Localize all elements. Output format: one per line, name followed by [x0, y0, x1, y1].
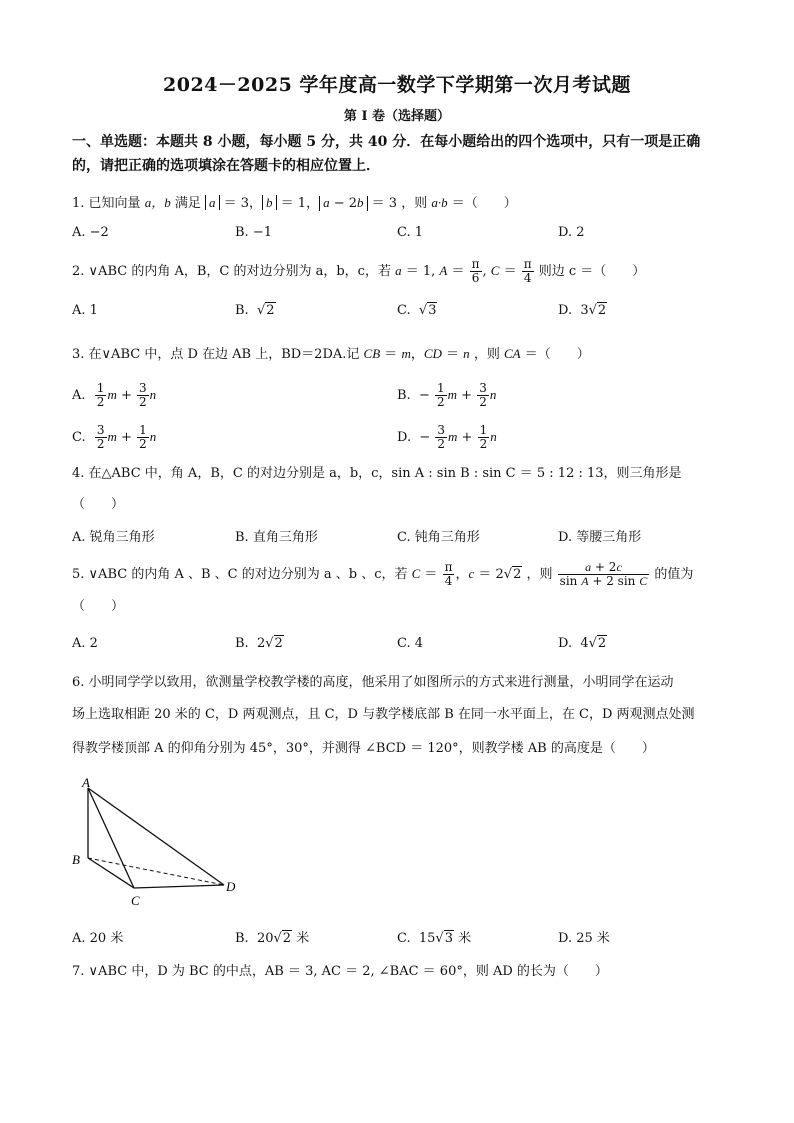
exam-subtitle: 第 I 卷（选择题）: [343, 109, 451, 124]
question-4: [72, 463, 732, 485]
q1-option-b[interactable]: B. −1: [235, 225, 272, 240]
label-a: A: [82, 775, 90, 790]
q5-end: 的值为: [654, 567, 694, 582]
q3-vectors: CB ＝ m，CD ＝ n: [363, 346, 470, 362]
question-1: [72, 192, 732, 215]
q3-option-d[interactable]: D. − $\frac{3}{2}$ m + $\frac{1}{2}$ n: [397, 423, 497, 451]
label-c: C: [131, 893, 140, 908]
label-d: D: [226, 879, 236, 894]
q1-conditions: a ＝ 3， b ＝ 1， a − 2b ＝ 3: [205, 196, 397, 211]
q1-options: [72, 225, 732, 249]
label-b: B: [72, 852, 80, 867]
question-2: [72, 258, 732, 285]
q6-option-a[interactable]: A. 20 米: [72, 931, 124, 946]
edge-ad: [88, 788, 224, 885]
q1-end: ＝（ ）: [451, 196, 517, 211]
q4-option-a[interactable]: A. 锐角三角形: [72, 530, 155, 545]
edge-cd: [134, 885, 224, 888]
q5-blank: （ ）: [72, 599, 125, 614]
q2-option-c[interactable]: C. √3: [397, 303, 437, 318]
q6-option-b[interactable]: B. 20√2 米: [235, 931, 310, 946]
q1-post: ，则: [401, 196, 428, 211]
section-heading: 一、单选题：本题共 8 小题，每小题 5 分，共 40 分．在每小题给出的四个选项中，只有一项是正确的，请把正确的选项填涂在答题卡的相应位置上．: [72, 134, 701, 174]
q5-options: [72, 636, 732, 660]
question-6-line2: 场上选取相距 20 米的 C，D 两观测点，且 C，D 与教学楼底部 B 在同一水平面上，在 C，D 两观测点处测: [72, 707, 695, 722]
q5-conditions: C ＝ $\frac{\pi}{4}$ ，c ＝ 2√2: [411, 560, 522, 588]
q3-options-row2: [72, 424, 732, 456]
q4-option-b[interactable]: B. 直角三角形: [235, 530, 318, 545]
q1-vectors: a，b: [144, 195, 171, 210]
q2-option-a[interactable]: A. 1: [72, 303, 98, 318]
question-7: 7. ∨ABC 中，D 为 BC 的中点，AB ＝ 3, AC ＝ 2, ∠BAC ＝ 60°，则 AD 的长为（ ）: [72, 964, 608, 979]
q2-post: 则边 c ＝（ ）: [538, 264, 646, 279]
q6-option-c[interactable]: C. 15√3 米: [397, 931, 472, 946]
q5-fraction: $\frac{a + 2c}{\text{sin A + 2 sin C}}$: [559, 560, 648, 588]
q2-option-d[interactable]: D. 3√2: [558, 303, 607, 318]
question-6-line1: 6. 小明同学学以致用，欲测量学校教学楼的高度，他采用了如图所示的方式来进行测量，小明同学在运动: [72, 675, 674, 690]
q1-option-a[interactable]: A. −2: [72, 225, 109, 240]
q4-blank: （ ）: [72, 497, 125, 512]
q3-target: CA: [503, 346, 521, 361]
q6-options: [72, 927, 732, 951]
q5-post: ，则: [526, 567, 553, 582]
q5-option-c[interactable]: C. 4: [397, 636, 424, 651]
q3-option-b[interactable]: B. − $\frac{1}{2}$ m + $\frac{3}{2}$ n: [397, 381, 497, 409]
q2-option-b[interactable]: B. √2: [235, 303, 275, 318]
q3-end: ，则: [473, 347, 500, 362]
exam-title: 2024－2025 学年度高一数学下学期第一次月考试题: [163, 74, 631, 96]
tower-measurement-figure: [68, 775, 248, 910]
q4-option-d[interactable]: D. 等腰三角形: [558, 530, 642, 545]
q2-options: [72, 303, 732, 327]
q3-option-a[interactable]: A. $\frac{1}{2}$ m + $\frac{3}{2}$ n: [72, 381, 157, 409]
q5-option-d[interactable]: D. 4√2: [558, 636, 607, 651]
q3-options-row1: [72, 382, 732, 414]
q2-conditions: a ＝ 1, A ＝ $\frac{\pi}{6}$ , C ＝ $\frac{\pi}{4}$: [395, 257, 532, 285]
q4-options: [72, 526, 732, 550]
q3-option-c[interactable]: C. $\frac{3}{2}$ m + $\frac{1}{2}$ n: [72, 423, 157, 451]
q1-mid: 满足: [174, 196, 201, 211]
question-5: [72, 561, 732, 588]
q5-option-a[interactable]: A. 2: [72, 636, 98, 651]
q3-tail: ＝（ ）: [524, 347, 590, 362]
q6-option-d[interactable]: D. 25 米: [558, 931, 610, 946]
q1-prefix: 1. 已知向量: [72, 196, 141, 211]
question-6-line3: 得教学楼顶部 A 的仰角分别为 45°，30°，并测得 ∠BCD ＝ 120°，则教学楼 AB 的高度是（ ）: [72, 741, 655, 756]
q5-prefix: 5. ∨ABC 的内角 A 、B 、C 的对边分别为 a 、b 、c，若: [72, 567, 408, 582]
q2-prefix: 2. ∨ABC 的内角 A，B，C 的对边分别为 a，b，c，若: [72, 264, 391, 279]
q1-option-d[interactable]: D. 2: [558, 225, 585, 240]
q1-option-c[interactable]: C. 1: [397, 225, 424, 240]
q4-text: 4. 在△ABC 中，角 A，B，C 的对边分别是 a，b，c，sin A : sin B : sin C ＝ 5 : 12 : 13，则三角形是: [72, 466, 682, 481]
question-3: [72, 343, 732, 366]
q4-option-c[interactable]: C. 钝角三角形: [397, 530, 480, 545]
q3-prefix: 3. 在∨ABC 中，点 D 在边 AB 上，BD＝2DA.记: [72, 347, 360, 362]
q1-dot: a·b: [431, 195, 448, 210]
q5-option-b[interactable]: B. 2√2: [235, 636, 283, 651]
